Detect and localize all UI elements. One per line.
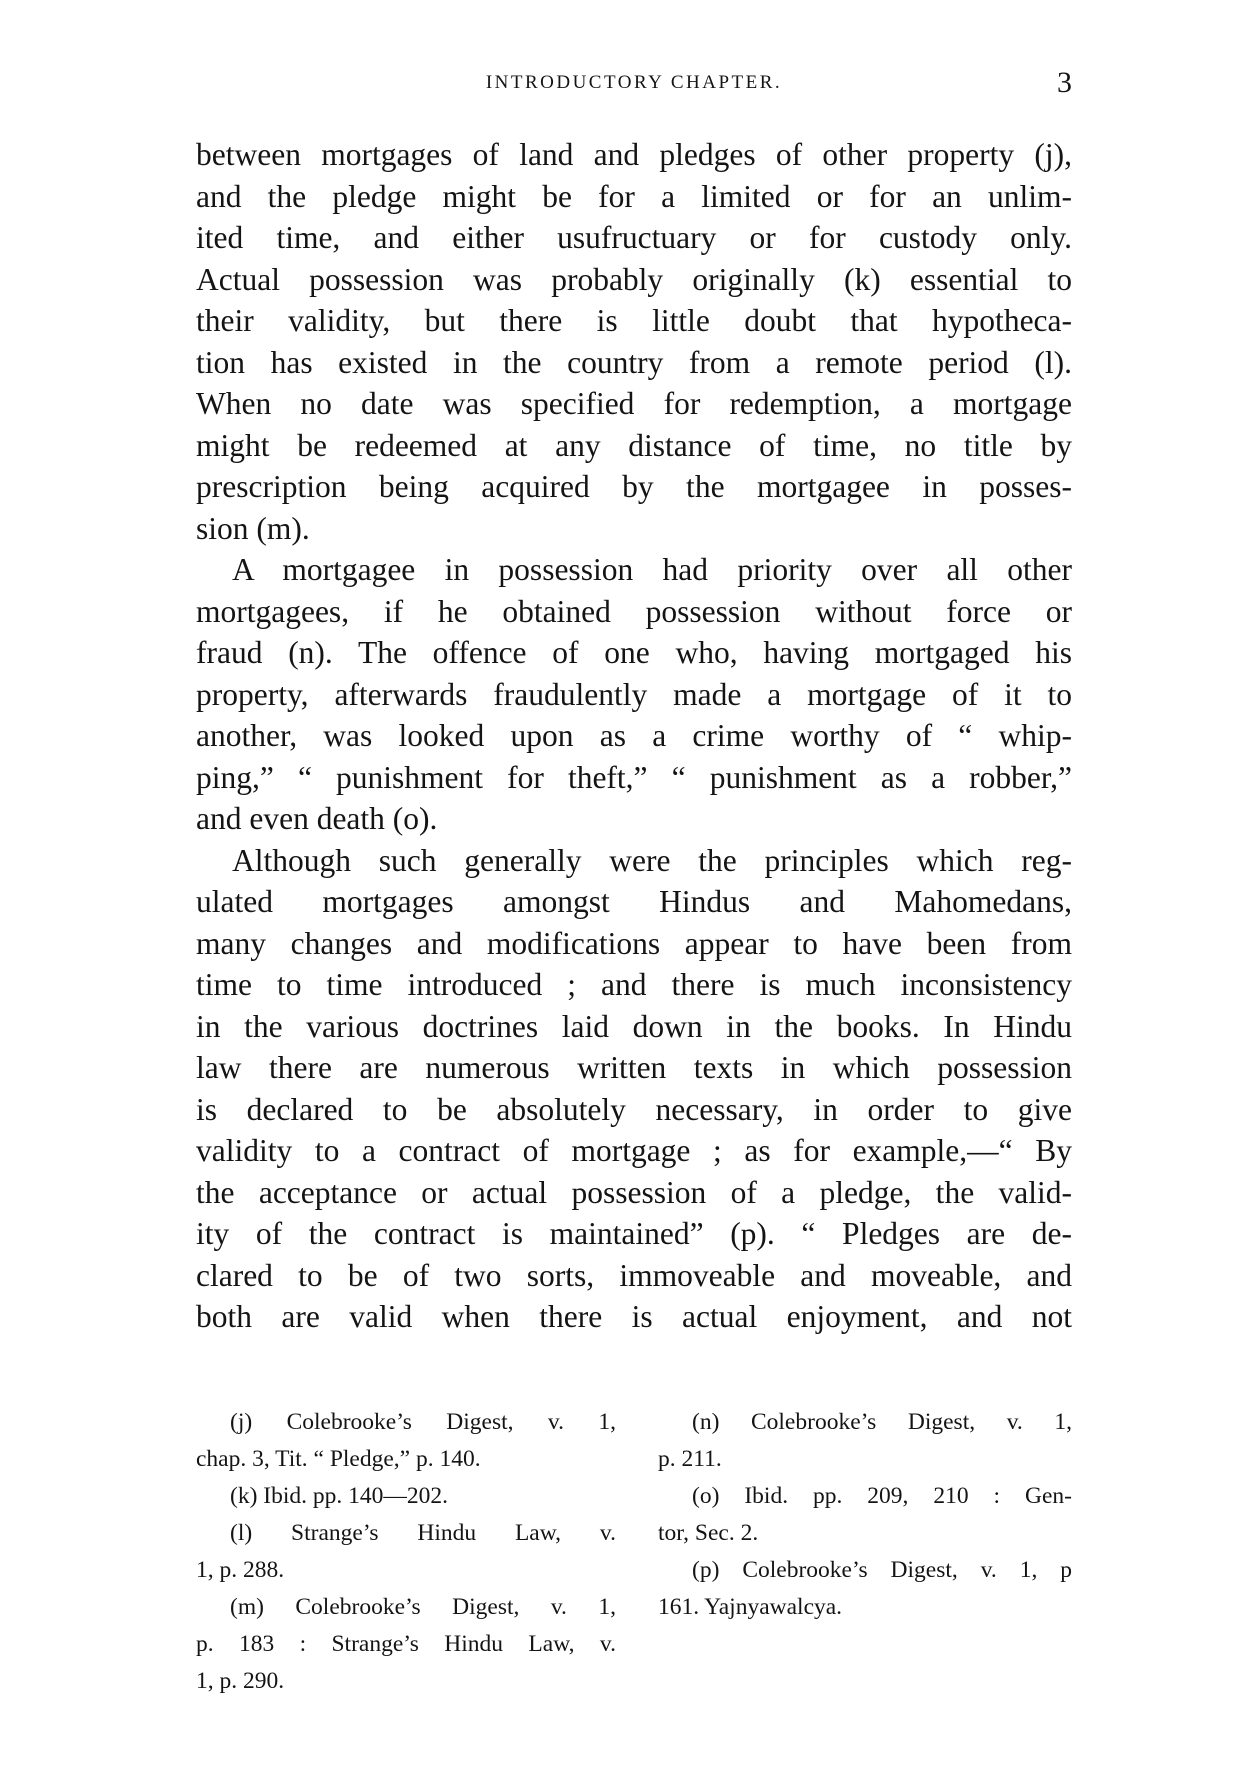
paragraph-start-line: Although such generally were the principles which reg- bbox=[232, 842, 1072, 878]
text-line: might be redeemed at any distance of time, no title by bbox=[196, 427, 1072, 463]
text-line: another, was looked upon as a crime worthy of “ whip- bbox=[196, 718, 1072, 753]
text-line: both are valid when there is actual enjoyment, and not bbox=[196, 1299, 1072, 1334]
footnote-line: (o) Ibid. pp. 209, 210 : Gen- bbox=[692, 1483, 1072, 1509]
text-line: is declared to be absolutely necessary, in order to give bbox=[196, 1091, 1072, 1127]
text-line: the acceptance or actual possession of a pledge, the valid- bbox=[196, 1174, 1072, 1210]
page-number: 3 bbox=[1057, 66, 1072, 99]
text-line: When no date was specified for redemption, a mortgage bbox=[196, 386, 1072, 421]
text-line: fraud (n). The offence of one who, having mortgaged his bbox=[196, 635, 1072, 670]
footnote-line: chap. 3, Tit. “ Pledge,” p. 140. bbox=[196, 1446, 481, 1472]
text-line: between mortgages of land and pledges of other property (j), bbox=[196, 137, 1072, 172]
text-line: in the various doctrines laid down in the books. In Hindu bbox=[196, 1008, 1072, 1044]
text-line: ping,” “ punishment for theft,” “ punishment as a robber,” bbox=[196, 759, 1072, 795]
text-line: ited time, and either usufructuary or for custody only. bbox=[196, 220, 1072, 255]
text-line: and even death (o). bbox=[196, 801, 438, 836]
footnotes-right-column bbox=[658, 1404, 1072, 1626]
text-line: property, afterwards fraudulently made a mortgage of it to bbox=[196, 676, 1072, 712]
footnote-line: (p) Colebrooke’s Digest, v. 1, p bbox=[692, 1557, 1072, 1583]
text-line: mortgagees, if he obtained possession without force or bbox=[196, 593, 1072, 629]
text-line: law there are numerous written texts in which possession bbox=[196, 1050, 1072, 1085]
text-line: ity of the contract is maintained” (p). “ Pledges are de- bbox=[196, 1216, 1072, 1251]
text-line: sion (m). bbox=[196, 510, 310, 546]
footnote-line: 161. Yajnyawalcya. bbox=[658, 1594, 843, 1620]
text-line: many changes and modifications appear to have been from bbox=[196, 925, 1072, 961]
footnote-line: tor, Sec. 2. bbox=[658, 1520, 759, 1546]
footnote-line: 1, p. 288. bbox=[196, 1557, 285, 1583]
text-line: validity to a contract of mortgage ; as for example,—“ By bbox=[196, 1133, 1072, 1168]
text-line: clared to be of two sorts, immoveable and moveable, and bbox=[196, 1257, 1072, 1293]
text-line: and the pledge might be for a limited or for an unlim- bbox=[196, 178, 1072, 214]
footnote-line: (n) Colebrooke’s Digest, v. 1, bbox=[692, 1409, 1072, 1435]
footnotes-left-column bbox=[196, 1404, 616, 1700]
footnote-line: p. 183 : Strange’s Hindu Law, v. bbox=[196, 1631, 616, 1657]
footnote-line: (j) Colebrooke’s Digest, v. 1, bbox=[230, 1409, 616, 1435]
footnote-line: (k) Ibid. pp. 140—202. bbox=[230, 1483, 449, 1509]
footnote-line: (m) Colebrooke’s Digest, v. 1, bbox=[230, 1594, 616, 1620]
paragraph-start-line: A mortgagee in possession had priority over all other bbox=[232, 552, 1072, 587]
page-header bbox=[196, 66, 1072, 112]
body-text bbox=[196, 134, 1072, 1338]
footnote-line: (l) Strange’s Hindu Law, v. bbox=[230, 1520, 616, 1546]
text-line: their validity, but there is little doubt that hypotheca- bbox=[196, 303, 1072, 338]
text-line: time to time introduced ; and there is much inconsistency bbox=[196, 967, 1072, 1002]
running-head: INTRODUCTORY CHAPTER. bbox=[485, 72, 783, 93]
footnote-line: p. 211. bbox=[658, 1446, 722, 1472]
text-line: Actual possession was probably originally (k) essential to bbox=[196, 261, 1072, 297]
text-line: tion has existed in the country from a remote period (l). bbox=[196, 344, 1072, 380]
text-line: prescription being acquired by the mortgagee in posses- bbox=[196, 469, 1072, 504]
footnote-line: 1, p. 290. bbox=[196, 1668, 285, 1694]
text-line: ulated mortgages amongst Hindus and Mahomedans, bbox=[196, 884, 1072, 919]
